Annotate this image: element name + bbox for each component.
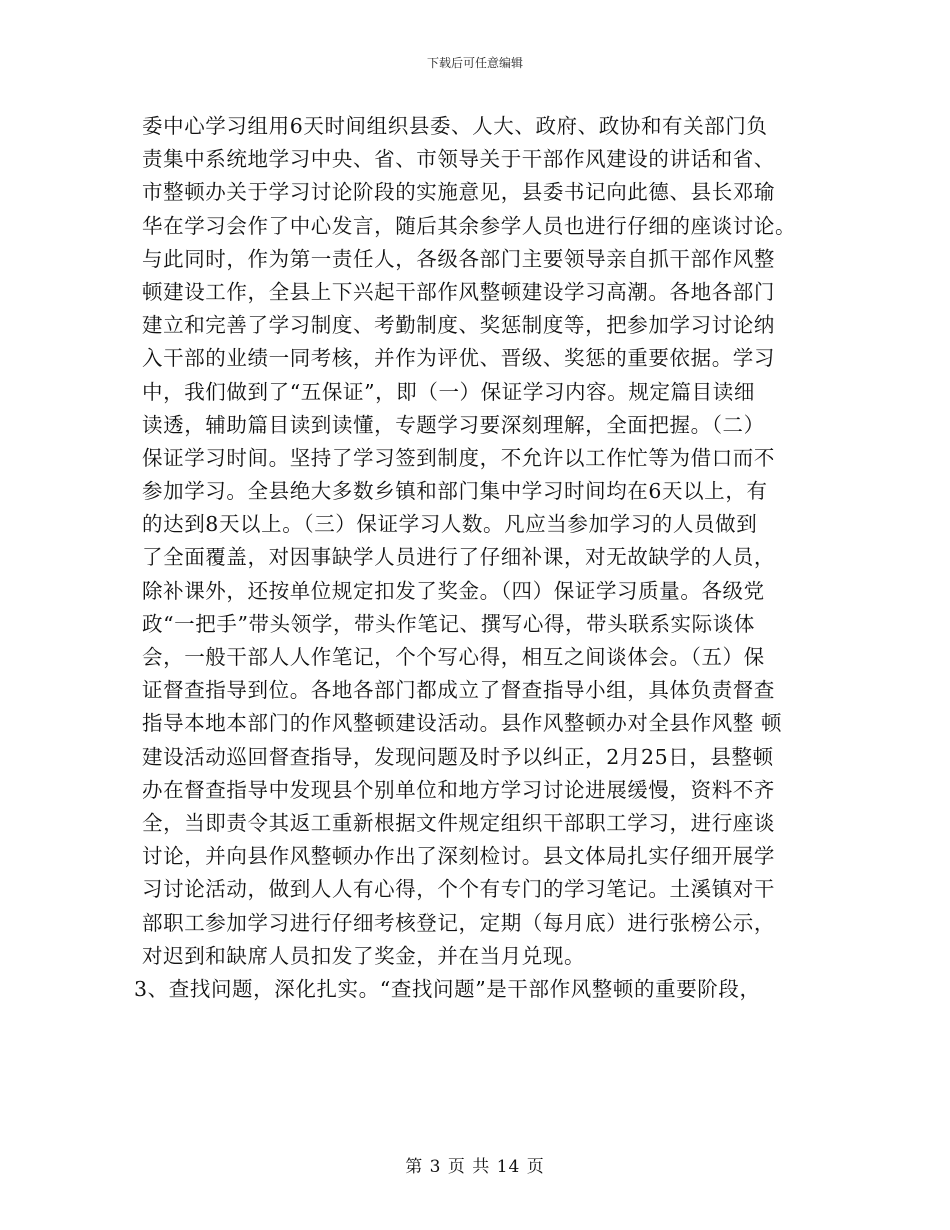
text-line: 保证学习时间。坚持了学习签到制度，不允许以工作忙等为借口而不 — [142, 445, 775, 470]
page-header: 下载后可任意编辑 — [426, 56, 523, 70]
text-line: 市整顿办关于学习讨论阶段的实施意见，县委书记向此德、县长邓瑜 — [142, 180, 775, 205]
document-body — [134, 110, 822, 1006]
text-line: 习讨论活动，做到人人有心得，个个有专门的学习笔记。土溪镇对干 — [142, 877, 775, 902]
text-line: 会，一般干部人人作笔记，个个写心得，相互之间谈体会。（五）保 — [142, 645, 765, 669]
text-line: 了全面覆盖，对因事缺学人员进行了仔细补课，对无故缺学的人员， — [142, 545, 775, 570]
text-line: 办在督查指导中发现县个别单位和地方学习讨论进展缓慢，资料不齐 — [142, 777, 775, 802]
text-line: 入干部的业绩一同考核，并作为评优、晋级、奖惩的重要依据。学习 — [142, 346, 775, 371]
text-line: 建设活动巡回督查指导，发现问题及时予以纠正，2月25日，县整顿 — [142, 744, 774, 769]
text-line: 的达到8天以上。（三）保证学习人数。凡应当参加学习的人员做到 — [142, 512, 758, 537]
text-line: 讨论，并向县作风整顿办作出了深刻检讨。县文体局扎实仔细开展学 — [142, 844, 775, 869]
section-heading-line: 3、查找问题，深化扎实。“查找问题”是干部作风整顿的重要阶段， — [134, 976, 761, 1001]
text-line: 除补课外，还按单位规定扣发了奖金。（四）保证学习质量。各级党 — [142, 578, 765, 603]
text-line: 责集中系统地学习中央、省、市领导关于干部作风建设的讲话和省、 — [142, 147, 775, 172]
text-line: 委中心学习组用6天时间组织县委、人大、政府、政协和有关部门负 — [142, 114, 768, 138]
text-line: 参加学习。全县绝大多数乡镇和部门集中学习时间均在6天以上，有 — [142, 479, 768, 504]
text-line: 部职工参加学习进行仔细考核登记，定期（每月底）进行张榜公示， — [142, 910, 775, 935]
text-line: 读透，辅助篇目读到读懂，专题学习要深刻理解，全面把握。（二） — [142, 412, 765, 437]
text-line: 建立和完善了学习制度、考勤制度、奖惩制度等，把参加学习讨论纳 — [142, 313, 775, 338]
text-line: 指导本地本部门的作风整顿建设活动。县作风整顿办对全县作风整 顿 — [142, 711, 783, 736]
text-line: 证督查指导到位。各地各部门都成立了督查指导小组，具体负责督查 — [142, 678, 775, 703]
text-line: 对迟到和缺席人员扣发了奖金，并在当月兑现。 — [142, 943, 586, 968]
text-line: 全，当即责令其返工重新根据文件规定组织干部职工学习，进行座谈 — [142, 810, 775, 835]
text-line: 华在学习会作了中心发言，随后其余参学人员也进行仔细的座谈讨论。 — [142, 213, 797, 238]
text-line: 顿建设工作，全县上下兴起干部作风整顿建设学习高潮。各地各部门 — [142, 279, 775, 304]
text-line: 与此同时，作为第一责任人，各级各部门主要领导亲自抓干部作风整 — [142, 246, 775, 271]
text-line: 政“一把手”带头领学，带头作笔记、撰写心得，带头联系实际谈体 — [142, 611, 755, 636]
text-line: 中，我们做到了“五保证”，即（一）保证学习内容。规定篇目读细 — [142, 379, 755, 404]
page-number: 第 3 页 共 14 页 — [405, 1157, 545, 1177]
